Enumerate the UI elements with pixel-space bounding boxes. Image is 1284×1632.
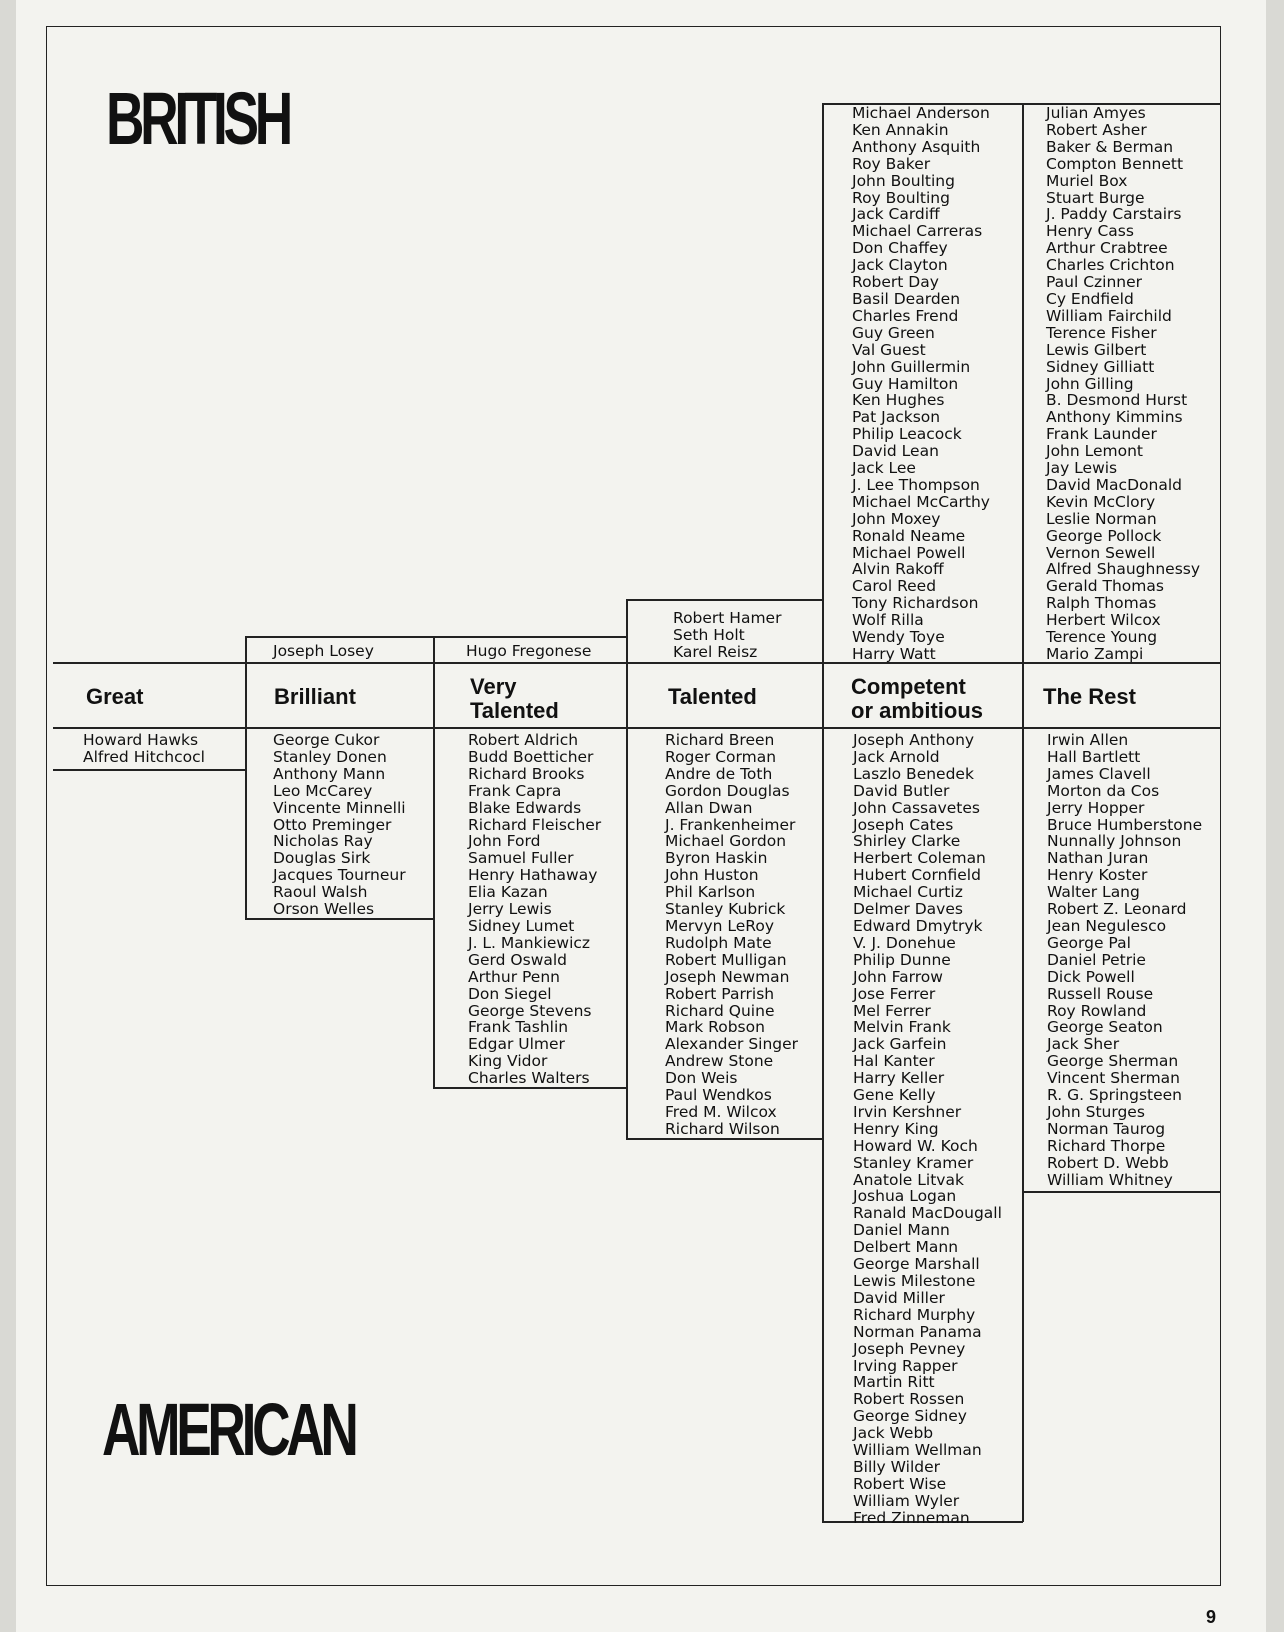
british-rest-left-rule [1022, 103, 1024, 663]
director-name: Michael McCarthy [852, 492, 990, 511]
director-name: Philip Dunne [853, 950, 951, 969]
director-name: Jack Cardiff [852, 205, 940, 224]
director-name: Allan Dwan [665, 798, 753, 817]
british-brilliant-left-rule [245, 636, 247, 663]
category-band-top-rule [53, 662, 1220, 664]
director-name: Edward Dmytryk [853, 916, 983, 935]
director-name: Gerald Thomas [1046, 577, 1164, 596]
director-name: David Lean [852, 442, 939, 461]
director-name: Joseph Pevney [853, 1339, 966, 1358]
director-name: Nunnally Johnson [1047, 832, 1182, 851]
director-name: Herbert Wilcox [1046, 611, 1161, 630]
director-name: Terence Young [1046, 628, 1158, 647]
director-name: Wolf Rilla [852, 611, 924, 630]
director-name: Stanley Kubrick [665, 900, 786, 919]
british-competent-left-rule [822, 103, 824, 663]
director-name: Tony Richardson [852, 594, 979, 613]
american-rest-bottom-rule [1022, 1191, 1220, 1193]
director-name: Michael Curtiz [853, 883, 963, 902]
director-name: Daniel Mann [853, 1221, 950, 1240]
director-name: Melvin Frank [853, 1018, 951, 1037]
american-great-list [83, 732, 205, 766]
director-name: Lewis Gilbert [1046, 340, 1147, 359]
category-great: Great [86, 684, 144, 709]
british-very-talented-list [466, 643, 591, 660]
british-talented-left-rule [626, 599, 628, 663]
director-name: Irvin Kershner [853, 1102, 962, 1121]
director-name: Joseph Newman [665, 967, 790, 986]
american-competent-left-rule [822, 727, 824, 1522]
director-name: Michael Powell [852, 543, 966, 562]
director-name: Roy Boulting [852, 188, 950, 207]
director-name: Harry Keller [853, 1069, 945, 1088]
director-name: Terence Fisher [1046, 323, 1157, 342]
director-name: Compton Bennett [1046, 154, 1184, 173]
director-name: Pat Jackson [852, 408, 941, 427]
director-name: George Sherman [1047, 1052, 1179, 1071]
british-competent-list [852, 105, 990, 663]
director-name: William Wyler [853, 1491, 960, 1510]
category-divider [1022, 662, 1024, 728]
director-name: Edgar Ulmer [468, 1035, 565, 1054]
director-name: George Sidney [853, 1407, 967, 1426]
director-name: R. G. Springsteen [1047, 1086, 1183, 1105]
director-name: John Huston [665, 866, 759, 885]
director-name: Billy Wilder [853, 1457, 940, 1476]
director-name: V. J. Donehue [853, 933, 956, 952]
director-name: Robert Rossen [853, 1390, 965, 1409]
director-name: Anthony Mann [273, 764, 386, 783]
director-name: David MacDonald [1046, 475, 1182, 494]
director-name: Frank Launder [1046, 425, 1157, 444]
director-name: Robert Mulligan [665, 950, 787, 969]
director-name: Henry King [853, 1119, 939, 1138]
category-competent-or-ambitious: Competent or ambitious [851, 674, 984, 723]
director-name: Don Chaffey [852, 239, 948, 258]
director-name: Muriel Box [1046, 171, 1128, 190]
director-name: Val Guest [852, 340, 926, 359]
director-name: Charles Crichton [1046, 256, 1175, 275]
director-name: Leo McCarey [273, 781, 373, 800]
director-name: Jack Garfein [853, 1035, 947, 1054]
director-name: Jean Negulesco [1047, 916, 1167, 935]
director-name: Mark Robson [665, 1018, 765, 1037]
director-name: Baker & Berman [1046, 137, 1174, 156]
director-name: Robert Asher [1046, 120, 1147, 139]
british-brilliant-top-rule [245, 636, 627, 638]
director-name: Richard Wilson [665, 1119, 780, 1138]
director-name: Hall Bartlett [1047, 747, 1141, 766]
director-name: Richard Brooks [468, 764, 585, 783]
director-name: Stanley Donen [273, 747, 387, 766]
american-brilliant-list [273, 732, 406, 918]
director-name: B. Desmond Hurst [1046, 391, 1188, 410]
director-name: John Gilling [1046, 374, 1134, 393]
director-name: King Vidor [468, 1052, 548, 1071]
director-name: Delmer Daves [853, 900, 963, 919]
director-name: Daniel Petrie [1047, 950, 1146, 969]
director-name: Mario Zampi [1046, 645, 1144, 663]
director-name: Paul Wendkos [665, 1086, 772, 1105]
director-name: William Fairchild [1046, 306, 1172, 325]
director-name: John Sturges [1047, 1102, 1145, 1121]
page-frame [46, 26, 1221, 1586]
director-name: Arthur Penn [468, 967, 560, 986]
director-name: John Cassavetes [853, 798, 980, 817]
director-name: Richard Murphy [853, 1305, 976, 1324]
british-very-talented-left-rule [433, 636, 435, 663]
director-name: Wendy Toye [852, 628, 945, 647]
american-brilliant-left-rule [245, 727, 247, 919]
director-name: Irving Rapper [853, 1356, 958, 1375]
director-name: Robert Parrish [665, 984, 775, 1003]
american-very-talented-list [468, 732, 601, 1087]
director-name: George Seaton [1047, 1018, 1163, 1037]
director-name: Mervyn LeRoy [665, 916, 775, 935]
director-name: Joseph Losey [273, 642, 374, 660]
director-name: Paul Czinner [1046, 273, 1143, 292]
american-brilliant-bottom-rule [245, 918, 434, 920]
director-name: Raoul Walsh [273, 883, 368, 902]
director-name: Sidney Gilliatt [1046, 357, 1155, 376]
director-name: Phil Karlson [665, 883, 756, 902]
british-talented-list [673, 610, 781, 661]
director-name: Jack Webb [853, 1424, 934, 1443]
director-name: Robert Hamer [673, 609, 782, 627]
director-name: John Moxey [852, 509, 941, 528]
american-rest-list [1047, 732, 1202, 1188]
director-name: Jack Sher [1047, 1035, 1120, 1054]
director-name: Basil Dearden [852, 289, 961, 308]
director-name: Fred M. Wilcox [665, 1102, 777, 1121]
director-name: Delbert Mann [853, 1238, 959, 1257]
category-divider [433, 662, 435, 728]
director-name: Vincent Sherman [1047, 1069, 1180, 1088]
director-name: Richard Thorpe [1047, 1136, 1166, 1155]
heading-british: BRITISH [106, 77, 289, 160]
director-name: Frank Tashlin [468, 1018, 569, 1037]
director-name: Roger Corman [665, 747, 777, 766]
director-name: J. Frankenheimer [665, 815, 796, 834]
director-name: J. L. Mankiewicz [468, 933, 591, 952]
director-name: Sidney Lumet [468, 916, 575, 935]
director-name: Martin Ritt [853, 1373, 935, 1392]
director-name: Roy Baker [852, 154, 931, 173]
category-divider [822, 662, 824, 728]
american-talented-bottom-rule [626, 1138, 823, 1140]
director-name: Gordon Douglas [665, 781, 790, 800]
director-name: Byron Haskin [665, 849, 768, 868]
director-name: Arthur Crabtree [1046, 239, 1168, 258]
director-name: Henry Koster [1047, 866, 1148, 885]
director-name: Karel Reisz [673, 642, 758, 661]
director-name: Mel Ferrer [853, 1001, 931, 1020]
director-name: Anthony Kimmins [1046, 408, 1183, 427]
director-name: Nicholas Ray [273, 832, 373, 851]
director-name: Hal Kanter [853, 1052, 935, 1071]
director-name: Walter Lang [1047, 883, 1140, 902]
category-divider [626, 662, 628, 728]
director-name: John Farrow [853, 967, 943, 986]
director-name: Michael Carreras [852, 222, 983, 241]
director-name: Gerd Oswald [468, 950, 568, 969]
director-name: Jack Arnold [853, 747, 940, 766]
director-name: Richard Quine [665, 1001, 775, 1020]
british-rest-list [1046, 105, 1200, 663]
director-name: Robert Z. Leonard [1047, 900, 1187, 919]
director-name: Jerry Lewis [468, 900, 552, 919]
director-name: Ken Hughes [852, 391, 945, 410]
director-name: Frank Capra [468, 781, 562, 800]
director-name: Don Weis [665, 1069, 738, 1088]
heading-american: AMERICAN [102, 1388, 355, 1471]
director-name: Shirley Clarke [853, 832, 961, 851]
director-name: Anthony Asquith [852, 137, 981, 156]
director-name: Leslie Norman [1046, 509, 1157, 528]
director-name: Blake Edwards [468, 798, 582, 817]
director-name: Jerry Hopper [1047, 798, 1145, 817]
director-name: Roy Rowland [1047, 1001, 1147, 1020]
director-name: David Butler [853, 781, 950, 800]
director-name: Henry Hathaway [468, 866, 598, 885]
director-name: Orson Welles [273, 900, 375, 919]
director-name: Harry Watt [852, 645, 936, 663]
category-brilliant: Brilliant [274, 684, 356, 709]
director-name: Charles Walters [468, 1069, 590, 1088]
director-name: John Guillermin [852, 357, 971, 376]
category-the-rest: The Rest [1043, 684, 1136, 709]
director-name: Howard Hawks [83, 731, 199, 749]
director-name: Howard W. Koch [853, 1136, 978, 1155]
director-name: Douglas Sirk [273, 849, 371, 868]
director-name: Norman Taurog [1047, 1119, 1166, 1138]
director-name: George Cukor [273, 731, 380, 749]
director-name: Ken Annakin [852, 120, 949, 139]
director-name: Otto Preminger [273, 815, 392, 834]
category-talented: Talented [668, 684, 757, 709]
director-name: Irwin Allen [1047, 731, 1129, 749]
director-name: Robert Aldrich [468, 731, 579, 749]
director-name: George Stevens [468, 1001, 592, 1020]
director-name: William Whitney [1047, 1170, 1173, 1189]
director-name: Alfred Shaughnessy [1046, 560, 1201, 579]
director-name: Herbert Coleman [853, 849, 986, 868]
director-name: Bruce Humberstone [1047, 815, 1203, 834]
category-band-bottom-rule [53, 727, 1220, 729]
director-name: Jack Clayton [852, 256, 948, 275]
director-name: Michael Anderson [852, 104, 990, 122]
director-name: Alfred Hitchcocl [83, 747, 205, 766]
director-name: Philip Leacock [852, 425, 962, 444]
director-name: Cy Endfield [1046, 289, 1134, 308]
director-name: Jacques Tourneur [273, 866, 406, 885]
page-number: 9 [1206, 1607, 1217, 1627]
british-brilliant-list [273, 643, 374, 660]
director-name: Robert Day [852, 273, 939, 292]
director-name: Samuel Fuller [468, 849, 574, 868]
director-name: Alvin Rakoff [852, 560, 944, 579]
director-name: Ranald MacDougall [853, 1204, 1002, 1223]
director-name: Anatole Litvak [853, 1170, 964, 1189]
director-name: Jack Lee [852, 459, 916, 478]
director-name: Guy Hamilton [852, 374, 959, 393]
director-name: Jose Ferrer [853, 984, 936, 1003]
director-name: Joseph Anthony [853, 731, 975, 749]
director-name: Lewis Milestone [853, 1272, 976, 1290]
director-name: Ronald Neame [852, 526, 966, 545]
director-name: Julian Amyes [1046, 104, 1146, 122]
director-name: Elia Kazan [468, 883, 548, 902]
director-name: Joseph Cates [853, 815, 954, 834]
director-name: Richard Breen [665, 731, 775, 749]
director-name: Seth Holt [673, 625, 745, 644]
director-name: Laszlo Benedek [853, 764, 974, 783]
director-name: George Pal [1047, 933, 1131, 952]
director-name: Gene Kelly [853, 1086, 936, 1105]
american-talented-left-rule [626, 727, 628, 1139]
director-name: Robert D. Webb [1047, 1153, 1169, 1172]
american-rest-left-rule [1022, 727, 1024, 1522]
director-name: Vernon Sewell [1046, 543, 1156, 562]
director-name: J. Paddy Carstairs [1046, 205, 1182, 224]
category-divider [245, 662, 247, 728]
director-name: Don Siegel [468, 984, 552, 1003]
director-name: Fred Zinneman [853, 1508, 970, 1527]
director-name: Joshua Logan [853, 1187, 957, 1206]
director-name: Nathan Juran [1047, 849, 1149, 868]
director-name: Charles Frend [852, 306, 959, 325]
director-name: Norman Panama [853, 1322, 982, 1341]
director-name: Michael Gordon [665, 832, 787, 851]
american-very-talented-bottom-rule [433, 1087, 627, 1089]
director-name: J. Lee Thompson [852, 475, 980, 494]
director-name: Stuart Burge [1046, 188, 1145, 207]
director-name: John Ford [468, 832, 541, 851]
american-talented-list [665, 732, 798, 1138]
director-name: Richard Fleischer [468, 815, 602, 834]
american-great-bottom-rule [53, 769, 246, 771]
british-talented-top-rule [626, 599, 823, 601]
director-name: Hugo Fregonese [466, 642, 592, 660]
director-name: Alexander Singer [665, 1035, 799, 1054]
director-name: John Boulting [852, 171, 955, 190]
american-very-talented-left-rule [433, 727, 435, 1088]
director-name: Rudolph Mate [665, 933, 772, 952]
director-name: Hubert Cornfield [853, 866, 981, 885]
director-name: Dick Powell [1047, 967, 1135, 986]
director-name: Kevin McClory [1046, 492, 1156, 511]
director-name: Andre de Toth [665, 764, 773, 783]
director-name: Ralph Thomas [1046, 594, 1157, 613]
director-name: David Miller [853, 1288, 945, 1307]
director-name: Guy Green [852, 323, 935, 342]
american-competent-list [853, 732, 1002, 1527]
director-name: George Pollock [1046, 526, 1162, 545]
category-very-talented: Very Talented [470, 674, 559, 723]
director-name: William Wellman [853, 1441, 982, 1460]
director-name: Andrew Stone [665, 1052, 774, 1071]
director-name: Stanley Kramer [853, 1153, 974, 1172]
director-name: John Lemont [1046, 442, 1144, 461]
director-name: Russell Rouse [1047, 984, 1154, 1003]
director-name: Carol Reed [852, 577, 937, 596]
director-name: Henry Cass [1046, 222, 1134, 241]
director-name: James Clavell [1047, 764, 1151, 783]
director-name: Vincente Minnelli [273, 798, 406, 817]
director-name: Jay Lewis [1046, 459, 1118, 478]
director-name: Budd Boetticher [468, 747, 594, 766]
director-name: Robert Wise [853, 1474, 947, 1493]
director-name: George Marshall [853, 1255, 980, 1274]
director-name: Morton da Cos [1047, 781, 1160, 800]
